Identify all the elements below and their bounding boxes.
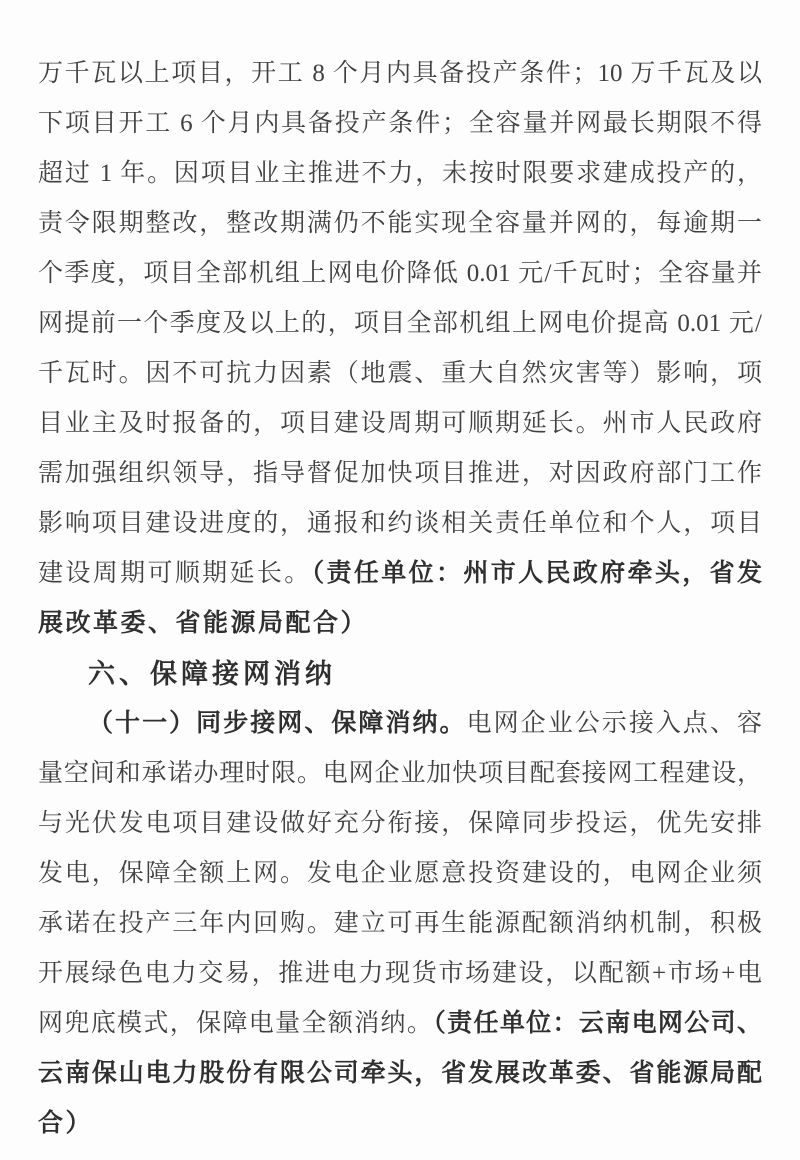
text-line	[38, 1049, 762, 1099]
text-segment: 量空间和承诺办理时限。电网企业加快项目配套接网工程建设，	[38, 760, 762, 787]
text-line	[38, 249, 762, 299]
emphasis-text-segment: （责任单位：州市人民政府牵头，省发	[311, 560, 762, 587]
emphasis-text-segment: （责任单位：云南电网公司、	[433, 1010, 762, 1037]
text-segment: 超过 1 年。因项目业主推进不力，未按时限要求建成投产的，	[38, 160, 762, 187]
text-line	[38, 399, 762, 449]
text-line	[38, 49, 762, 99]
text-segment: 发电，保障全额上网。发电企业愿意投资建设的，电网企业须	[38, 860, 762, 887]
emphasis-text-segment: 合）	[38, 1110, 94, 1137]
text-segment: 电网企业公示接入点、容	[466, 710, 762, 737]
section-heading	[38, 649, 762, 699]
text-segment: 千瓦时。因不可抗力因素（地震、重大自然灾害等）影响，项	[38, 360, 762, 387]
text-line	[38, 199, 762, 249]
text-segment: 个季度，项目全部机组上网电价降低 0.01 元/千瓦时；全容量并	[38, 260, 762, 287]
text-segment: 责令限期整改，整改期满仍不能实现全容量并网的，每逾期一	[38, 210, 762, 237]
text-line	[38, 899, 762, 949]
text-segment: 承诺在投产三年内回购。建立可再生能源配额消纳机制，积极	[38, 910, 762, 937]
text-segment: 万千瓦以上项目，开工 8 个月内具备投产条件；10 万千瓦及以	[38, 60, 762, 87]
text-line	[38, 349, 762, 399]
text-segment: 需加强组织领导，指导督促加快项目推进，对因政府部门工作	[38, 460, 762, 487]
text-line	[38, 299, 762, 349]
text-line	[38, 549, 762, 599]
text-line	[38, 699, 762, 749]
text-segment: 建设周期可顺期延长。	[38, 560, 312, 587]
emphasis-text-segment: 云南保山电力股份有限公司牵头，省发展改革委、省能源局配	[38, 1060, 762, 1087]
text-line	[38, 599, 762, 649]
text-segment: 与光伏发电项目建设做好充分衔接，保障同步投运，优先安排	[38, 810, 762, 837]
text-line	[38, 949, 762, 999]
text-segment: 网提前一个季度及以上的，项目全部机组上网电价提高 0.01 元/	[38, 310, 762, 337]
emphasis-text-segment: 六、保障接网消纳	[88, 659, 336, 689]
document-body	[38, 49, 762, 1149]
text-line	[38, 849, 762, 899]
text-line	[38, 99, 762, 149]
text-line	[38, 1099, 762, 1149]
text-line	[38, 999, 762, 1049]
text-segment: 开展绿色电力交易，推进电力现货市场建设，以配额+市场+电	[38, 960, 762, 987]
text-line	[38, 499, 762, 549]
text-segment: 目业主及时报备的，项目建设周期可顺期延长。州市人民政府	[38, 410, 762, 437]
text-line	[38, 449, 762, 499]
text-line	[38, 749, 762, 799]
text-line	[38, 149, 762, 199]
text-segment: 网兜底模式，保障电量全额消纳。	[38, 1010, 434, 1037]
text-segment: 影响项目建设进度的，通报和约谈相关责任单位和个人，项目	[38, 510, 762, 537]
emphasis-text-segment: 展改革委、省能源局配合）	[38, 610, 369, 637]
text-line	[38, 799, 762, 849]
text-segment: 下项目开工 6 个月内具备投产条件；全容量并网最长期限不得	[38, 110, 762, 137]
emphasis-text-segment: （十一）同步接网、保障消纳。	[88, 710, 467, 737]
